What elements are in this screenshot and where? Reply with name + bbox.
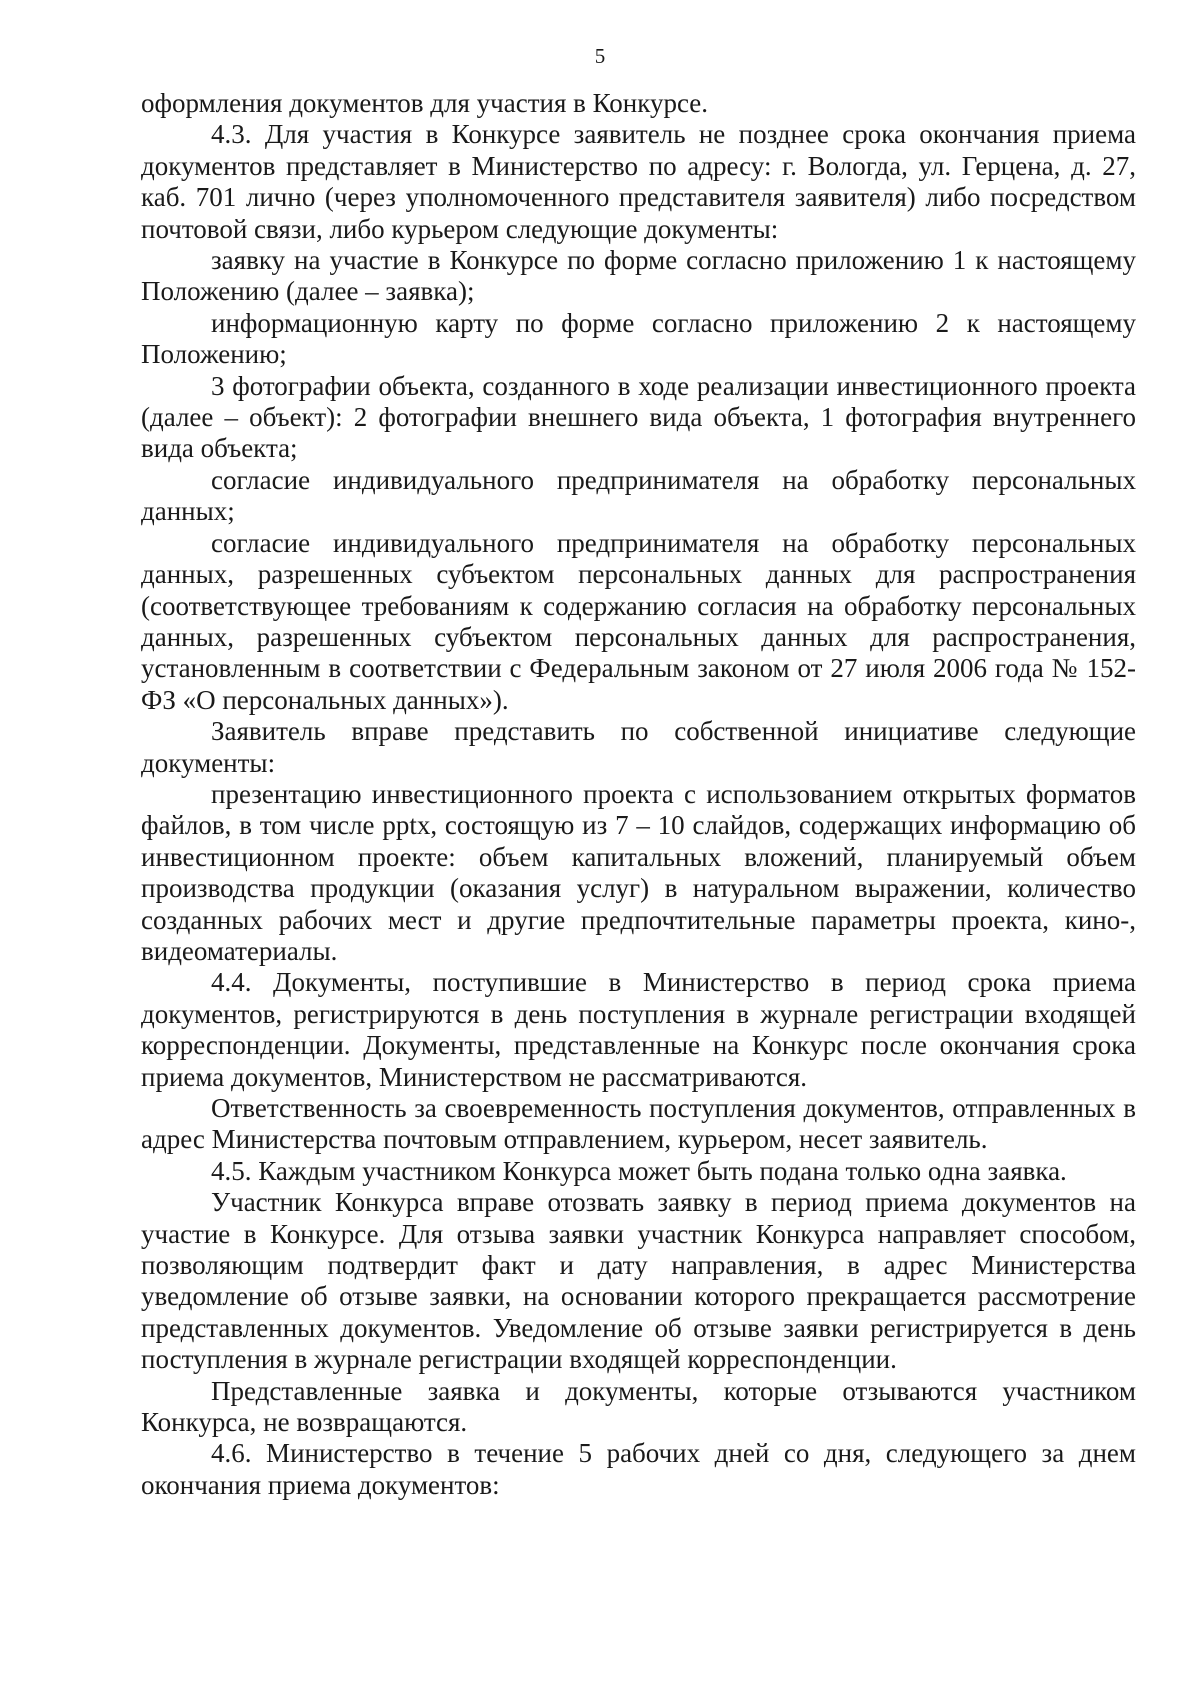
paragraph-4-6: 4.6. Министерство в течение 5 рабочих дней со дня, следующего за днем окончания приема документов: xyxy=(141,1438,1136,1500)
paragraph-optional-documents: Заявитель вправе представить по собственной инициативе следующие документы: xyxy=(141,716,1136,778)
document-body xyxy=(141,88,1136,1501)
paragraph-continuation: оформления документов для участия в Конкурсе. xyxy=(141,88,709,118)
paragraph-4-3: 4.3. Для участия в Конкурсе заявитель не позднее срока окончания приема документов представляет в Министерство по адресу: г. Вологда, ул. Герцена, д. 27, каб. 701 лично (через уполномоченного представителя заявителя) либо посредством почтовой связи, либо курьером следующие документы: xyxy=(141,119,1136,244)
list-item-application: заявку на участие в Конкурсе по форме согласно приложению 1 к настоящему Положению (далее – заявка); xyxy=(141,245,1136,307)
list-item-consent: согласие индивидуального предпринимателя на обработку персональных данных; xyxy=(141,464,1136,527)
paragraph-4-5: 4.5. Каждым участником Конкурса может быть подана только одна заявка. xyxy=(211,1155,1067,1186)
list-item-consent-distribution: согласие индивидуального предпринимателя на обработку персональных данных, разрешенных субъектом персональных данных для распространения (соответствующее требованиям к содержанию согласия на обработку персональных данных, разрешенных субъектом персональных данных для распространения, установленным в соответствии с Федеральным законом от 27 июля 2006 года № 152-ФЗ «О персональных данных»). xyxy=(141,527,1136,715)
paragraph-not-returned: Представленные заявка и документы, которые отзываются участником Конкурса, не возвращаются. xyxy=(141,1375,1136,1438)
list-item-info-card: информационную карту по форме согласно приложению 2 к настоящему Положению; xyxy=(141,307,1136,370)
page-number: 5 xyxy=(594,44,606,68)
list-item-presentation: презентацию инвестиционного проекта с использованием открытых форматов файлов, в том числе pptx, состоящую из 7 – 10 слайдов, содержащих информацию об инвестиционном проекте: объем капитальных вложений, планируемый объем производства продукции (оказания услуг) в натуральном выражении, количество созданных рабочих мест и другие предпочтительные параметры проекта, кино-, видеоматериалы. xyxy=(141,778,1136,966)
paragraph-responsibility: Ответственность за своевременность поступления документов, отправленных в адрес Министерства почтовым отправлением, курьером, несет заявитель. xyxy=(141,1093,1136,1155)
paragraph-withdrawal: Участник Конкурса вправе отозвать заявку в период приема документов на участие в Конкурсе. Для отзыва заявки участник Конкурса направляет способом, позволяющим подтвердит факт и дату направления, в адрес Министерства уведомление об отзыве заявки, на основании которого прекращается рассмотрение представленных документов. Уведомление об отзыве заявки регистрируется в день поступления в журнале регистрации входящей корреспонденции. xyxy=(141,1187,1136,1375)
list-item-photos: 3 фотографии объекта, созданного в ходе реализации инвестиционного проекта (далее – объект): 2 фотографии внешнего вида объекта, 1 фотография внутреннего вида объекта; xyxy=(141,370,1136,464)
paragraph-4-4: 4.4. Документы, поступившие в Министерство в период срока приема документов, регистрируются в день поступления в журнале регистрации входящей корреспонденции. Документы, представленные на Конкурс после окончания срока приема документов, Министерством не рассматриваются. xyxy=(141,967,1136,1092)
